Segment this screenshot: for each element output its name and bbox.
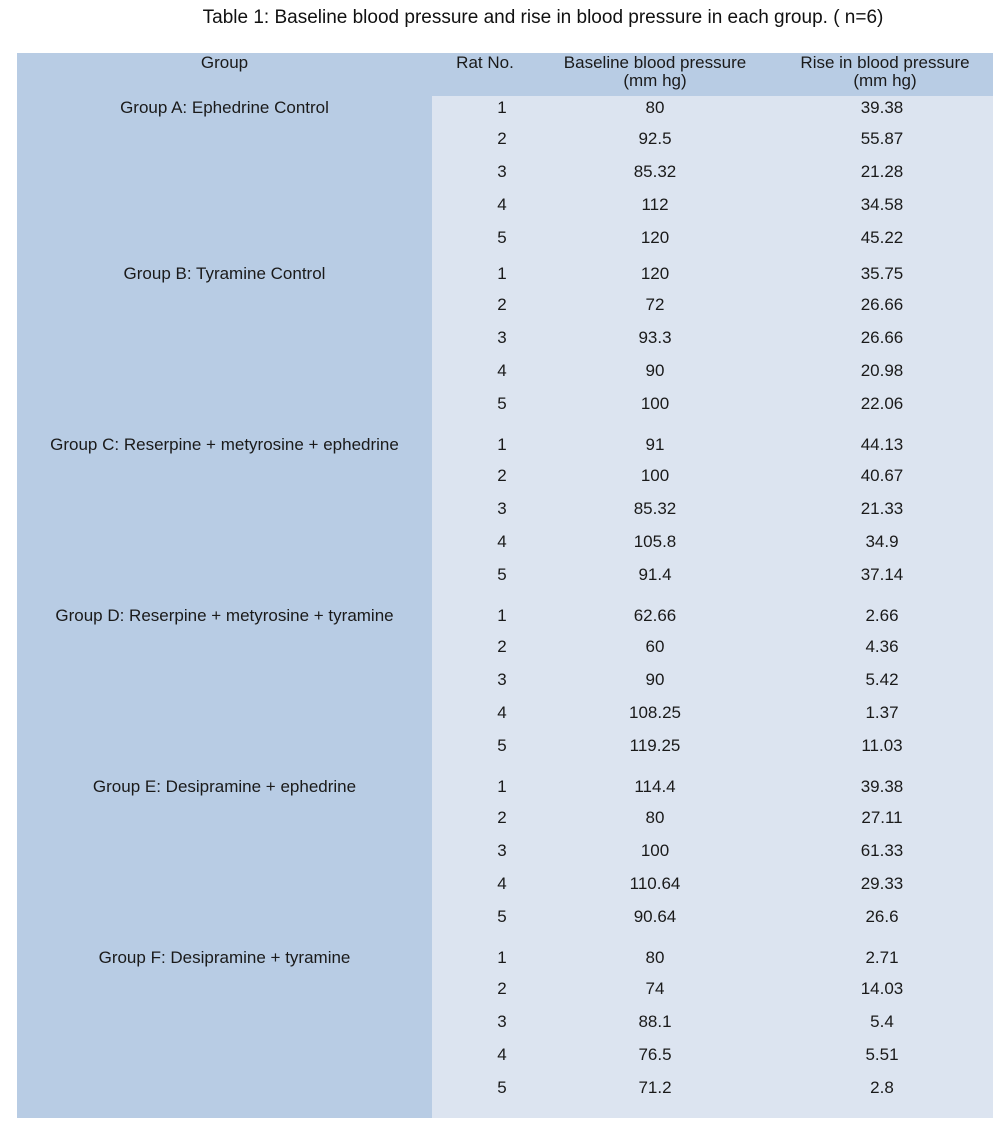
rat-number-cell: 4 [497,361,507,380]
group-name: Group F: Desipramine + tyramine [98,948,351,967]
baseline-cell: 90.64 [633,907,677,926]
header-rise [777,54,993,90]
baseline-cell: 120 [640,228,670,247]
rise-cell: 27.11 [861,808,903,827]
table-header [17,53,993,96]
rat-number-cell: 4 [497,874,507,893]
table-row [432,637,993,670]
table-row [432,808,993,841]
rise-cell: 22.06 [860,394,904,413]
table-row [432,295,993,328]
rat-number-cell: 2 [497,979,507,998]
header-group: Group [200,53,249,72]
baseline-cell: 85.32 [633,162,677,181]
table-row [432,565,993,598]
baseline-cell: 71.2 [638,1078,672,1097]
baseline-cell: 120 [640,264,670,283]
rat-number-cell: 5 [497,565,507,584]
baseline-cell: 72 [645,295,665,314]
data-table [17,53,993,1118]
table-row [432,532,993,565]
table-row [432,736,993,769]
table-row [432,195,993,228]
rat-number-cell: 2 [497,808,507,827]
rat-number-cell: 1 [497,435,507,454]
table-row [432,703,993,736]
table-row [432,874,993,907]
rat-number-cell: 5 [497,228,507,247]
rat-number-cell: 3 [497,328,507,347]
rat-number-cell: 4 [497,1045,507,1064]
table-row [432,228,993,261]
rise-cell: 21.33 [860,499,904,518]
rat-number-cell: 3 [497,162,507,181]
rise-cell: 29.33 [860,874,904,893]
table-row [432,328,993,361]
header-rat-no: Rat No. [456,53,514,72]
baseline-cell: 100 [640,394,670,413]
table-row [432,777,993,810]
rat-number-cell: 3 [497,1012,507,1031]
rise-cell: 39.38 [860,98,904,117]
table-row [432,264,993,297]
table-row [432,606,993,639]
rat-number-cell: 2 [497,295,507,314]
baseline-cell: 62.66 [633,606,677,625]
rat-number-cell: 5 [497,736,507,755]
rat-number-cell: 1 [497,264,507,283]
baseline-cell: 80 [645,948,665,967]
rise-cell: 2.71 [865,948,899,967]
table-row [432,1012,993,1045]
group-name: Group C: Reserpine + metyrosine + ephedrine [50,435,399,454]
baseline-cell: 91 [645,435,665,454]
rise-cell: 5.4 [870,1012,894,1031]
header-rise-line1: Rise in blood pressure [800,53,970,72]
table-row [432,979,993,1012]
rise-cell: 5.42 [865,670,899,689]
rat-number-cell: 4 [497,532,507,551]
baseline-cell: 92.5 [638,129,672,148]
baseline-cell: 108.25 [629,703,681,722]
rise-cell: 61.33 [860,841,904,860]
baseline-cell: 105.8 [633,532,677,551]
rise-cell: 26.6 [865,907,899,926]
rise-cell: 34.58 [860,195,904,214]
baseline-cell: 93.3 [638,328,672,347]
rise-cell: 2.66 [865,606,899,625]
group-block [17,433,993,604]
rise-cell: 11.03 [861,736,903,755]
rise-cell: 35.75 [860,264,904,283]
table-row [432,948,993,981]
rat-number-cell: 4 [497,703,507,722]
baseline-cell: 74 [645,979,665,998]
baseline-cell: 114.4 [634,777,676,796]
table-row [432,394,993,427]
rise-cell: 55.87 [860,129,904,148]
baseline-cell: 100 [640,466,670,485]
group-name: Group E: Desipramine + ephedrine [92,777,357,796]
table-row [432,1078,993,1111]
rise-cell: 26.66 [860,328,904,347]
baseline-cell: 76.5 [638,1045,672,1064]
rat-number-cell: 1 [497,606,507,625]
rise-cell: 40.67 [860,466,904,485]
header-baseline-line1: Baseline blood pressure [563,53,747,72]
table-row [432,129,993,162]
rat-number-cell: 1 [497,98,507,117]
rise-cell: 5.51 [865,1045,899,1064]
rat-number-cell: 2 [497,637,507,656]
group-name: Group D: Reserpine + metyrosine + tyramine [55,606,394,625]
table-row [432,499,993,532]
table-row [432,466,993,499]
baseline-cell: 85.32 [633,499,677,518]
rise-cell: 45.22 [860,228,904,247]
baseline-cell: 110.64 [629,874,681,893]
rise-cell: 14.03 [860,979,904,998]
header-baseline-unit: (mm hg) [623,71,687,90]
baseline-cell: 80 [645,808,665,827]
table-row [432,361,993,394]
baseline-cell: 112 [641,195,669,214]
rat-number-cell: 1 [497,777,507,796]
rat-number-cell: 3 [497,841,507,860]
baseline-cell: 100 [640,841,670,860]
rat-number-cell: 4 [497,195,507,214]
group-block [17,775,993,946]
baseline-cell: 91.4 [638,565,672,584]
group-name: Group A: Ephedrine Control [120,98,329,117]
baseline-cell: 90 [645,670,665,689]
table-row [432,907,993,940]
baseline-cell: 119.25 [629,736,681,755]
table-row [432,435,993,468]
rat-number-cell: 3 [497,499,507,518]
header-baseline [550,54,760,90]
rise-cell: 1.37 [865,703,899,722]
rat-number-cell: 1 [497,948,507,967]
baseline-cell: 90 [645,361,665,380]
rat-number-cell: 3 [497,670,507,689]
rise-cell: 34.9 [865,532,899,551]
table-row [432,98,993,131]
rise-cell: 37.14 [860,565,904,584]
rat-number-cell: 2 [497,466,507,485]
rise-cell: 39.38 [860,777,904,796]
rise-cell: 44.13 [860,435,904,454]
rise-cell: 4.36 [865,637,899,656]
group-block [17,604,993,775]
baseline-cell: 60 [645,637,665,656]
group-block [17,96,993,267]
table-row [432,162,993,195]
rat-number-cell: 5 [497,394,507,413]
rise-cell: 2.8 [870,1078,894,1097]
rise-cell: 20.98 [860,361,904,380]
rat-number-cell: 5 [497,907,507,926]
table-row [432,1045,993,1078]
group-block [17,946,993,1117]
baseline-cell: 88.1 [638,1012,672,1031]
rat-number-cell: 5 [497,1078,507,1097]
group-block [17,262,993,433]
group-name: Group B: Tyramine Control [123,264,326,283]
header-rise-unit: (mm hg) [853,71,917,90]
baseline-cell: 80 [645,98,665,117]
rise-cell: 21.28 [860,162,904,181]
table-row [432,670,993,703]
rise-cell: 26.66 [860,295,904,314]
table-title: Table 1: Baseline blood pressure and rise in blood pressure in each group. ( n=6) [202,7,884,28]
table-row [432,841,993,874]
rat-number-cell: 2 [497,129,507,148]
